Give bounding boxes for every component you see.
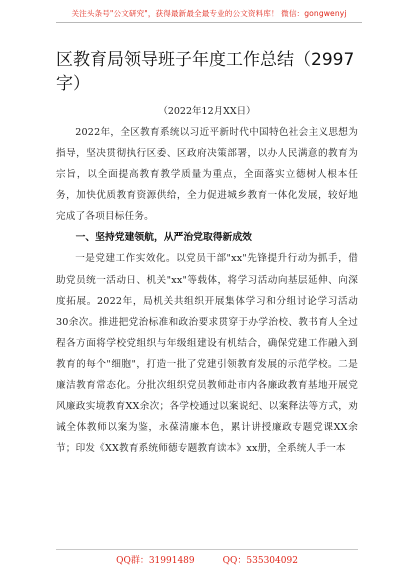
contact-footer [56,549,358,566]
section-paragraph: 一是党建工作实效化。以党员干部"xx"先锋提升行动为抓手，借助党员统一活动日、机关"xx"等载体，将学习活动向基层延伸、向深度拓展。2022年，局机关共组织开展集体学习和分组讨论学习活动30余次。推进把党治标准和政治要求贯穿于办学治校、教书育人全过程各方面将学校党组织与年级组建设有机结合，确保党建工作融入到教育的每个"细胞"，打造一批了党建引领教育发展的示范学校。二是廉洁教育常态化。分批次组织党员教师赴市内各廉政教育基地开展党风廉政实境教育XX余次；各学校通过以案说纪、以案释法等方式，劝诫全体教师以案为鉴，永葆清廉本色，累计讲授廉政专题党课XX余节；印发《XX教育系统师德专题教育读本》xx册，全系统人手一本 [56,253,358,455]
document-body [56,122,358,459]
promo-banner: 关注头条号"公文研究"，获得最新最全最专业的公文资料库！ 微信：gongwenyj [56,8,362,23]
document-date: （2022年12月XX日） [158,106,256,117]
section-heading: 一、坚持党建领航，从严治党取得新成效 [75,232,252,244]
document-title: 区教育局领导班子年度工作总结（2997字） [56,50,355,94]
qq-group-number: QQ群：31991489 [116,556,195,566]
qq-contact-number: QQ：535304092 [222,556,298,566]
intro-paragraph: 2022年，全区教育系统以习近平新时代中国特色社会主义思想为指导，坚决贯彻执行区委、区政府决策部署，以办人民满意的教育为宗旨，以全面提高教育教学质量为重点，全面落实立德树人根本任务，加快优质教育资源供给，全力促进城乡教育一体化发展，较好地完成了各项目标任务。 [56,127,358,223]
